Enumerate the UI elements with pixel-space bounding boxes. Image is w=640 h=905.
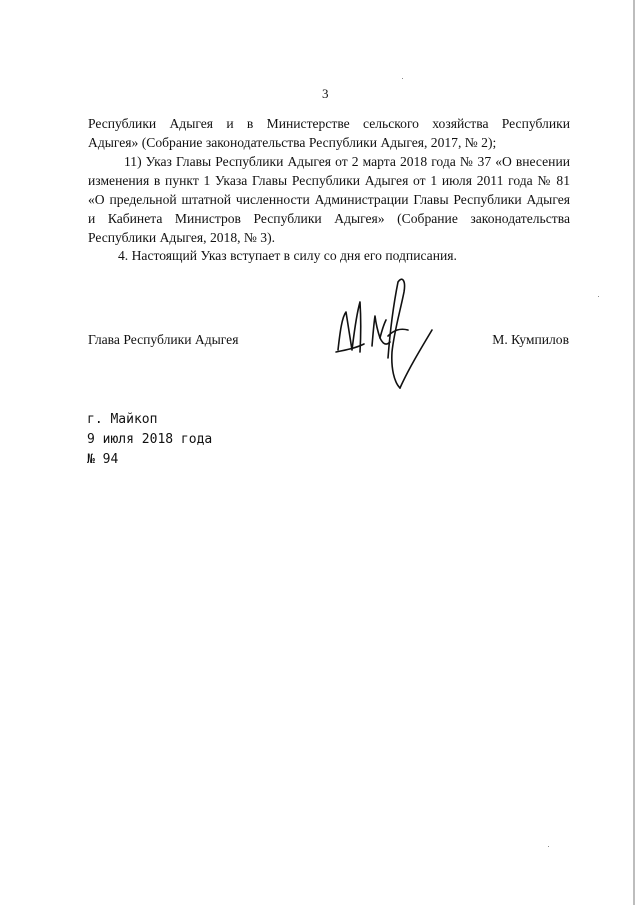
signatory-name: М. Кумпилов [492, 332, 569, 347]
issue-city: г. Майкоп [87, 412, 158, 427]
page-number: 3 [322, 86, 329, 101]
scan-speck [548, 846, 549, 847]
paragraph-continuation [88, 114, 570, 152]
paragraph-line: Республики Адыгея и в Министерстве сельского хозяйства Республики [88, 116, 570, 131]
signatory-title: Глава Республики Адыгея [88, 332, 239, 347]
scan-speck [598, 296, 599, 297]
paragraph-line: Адыгея» (Собрание законодательства Республики Адыгея, 2017, № 2); [88, 135, 497, 150]
issue-details [87, 410, 212, 470]
scan-edge [633, 0, 635, 905]
issue-number: № 94 [87, 452, 119, 467]
scan-speck [402, 78, 403, 79]
paragraph-item-4: 4. Настоящий Указ вступает в силу со дня его подписания. [118, 248, 457, 263]
issue-date: 9 июля 2018 года [87, 432, 213, 447]
handwritten-signature [328, 272, 438, 397]
paragraph-item-11: 11) Указ Главы Республики Адыгея от 2 марта 2018 года № 37 «О внесении изменения в пункт 1 Указа Главы Республики Адыгея от 1 июля 2011 года № 81 «О предельной штатной численности Администрации Главы Республики Адыгея и Кабинета Министров Республики Адыгея» (Собрание законодательства Республики Адыгея, 2018, № 3). [88, 154, 570, 245]
